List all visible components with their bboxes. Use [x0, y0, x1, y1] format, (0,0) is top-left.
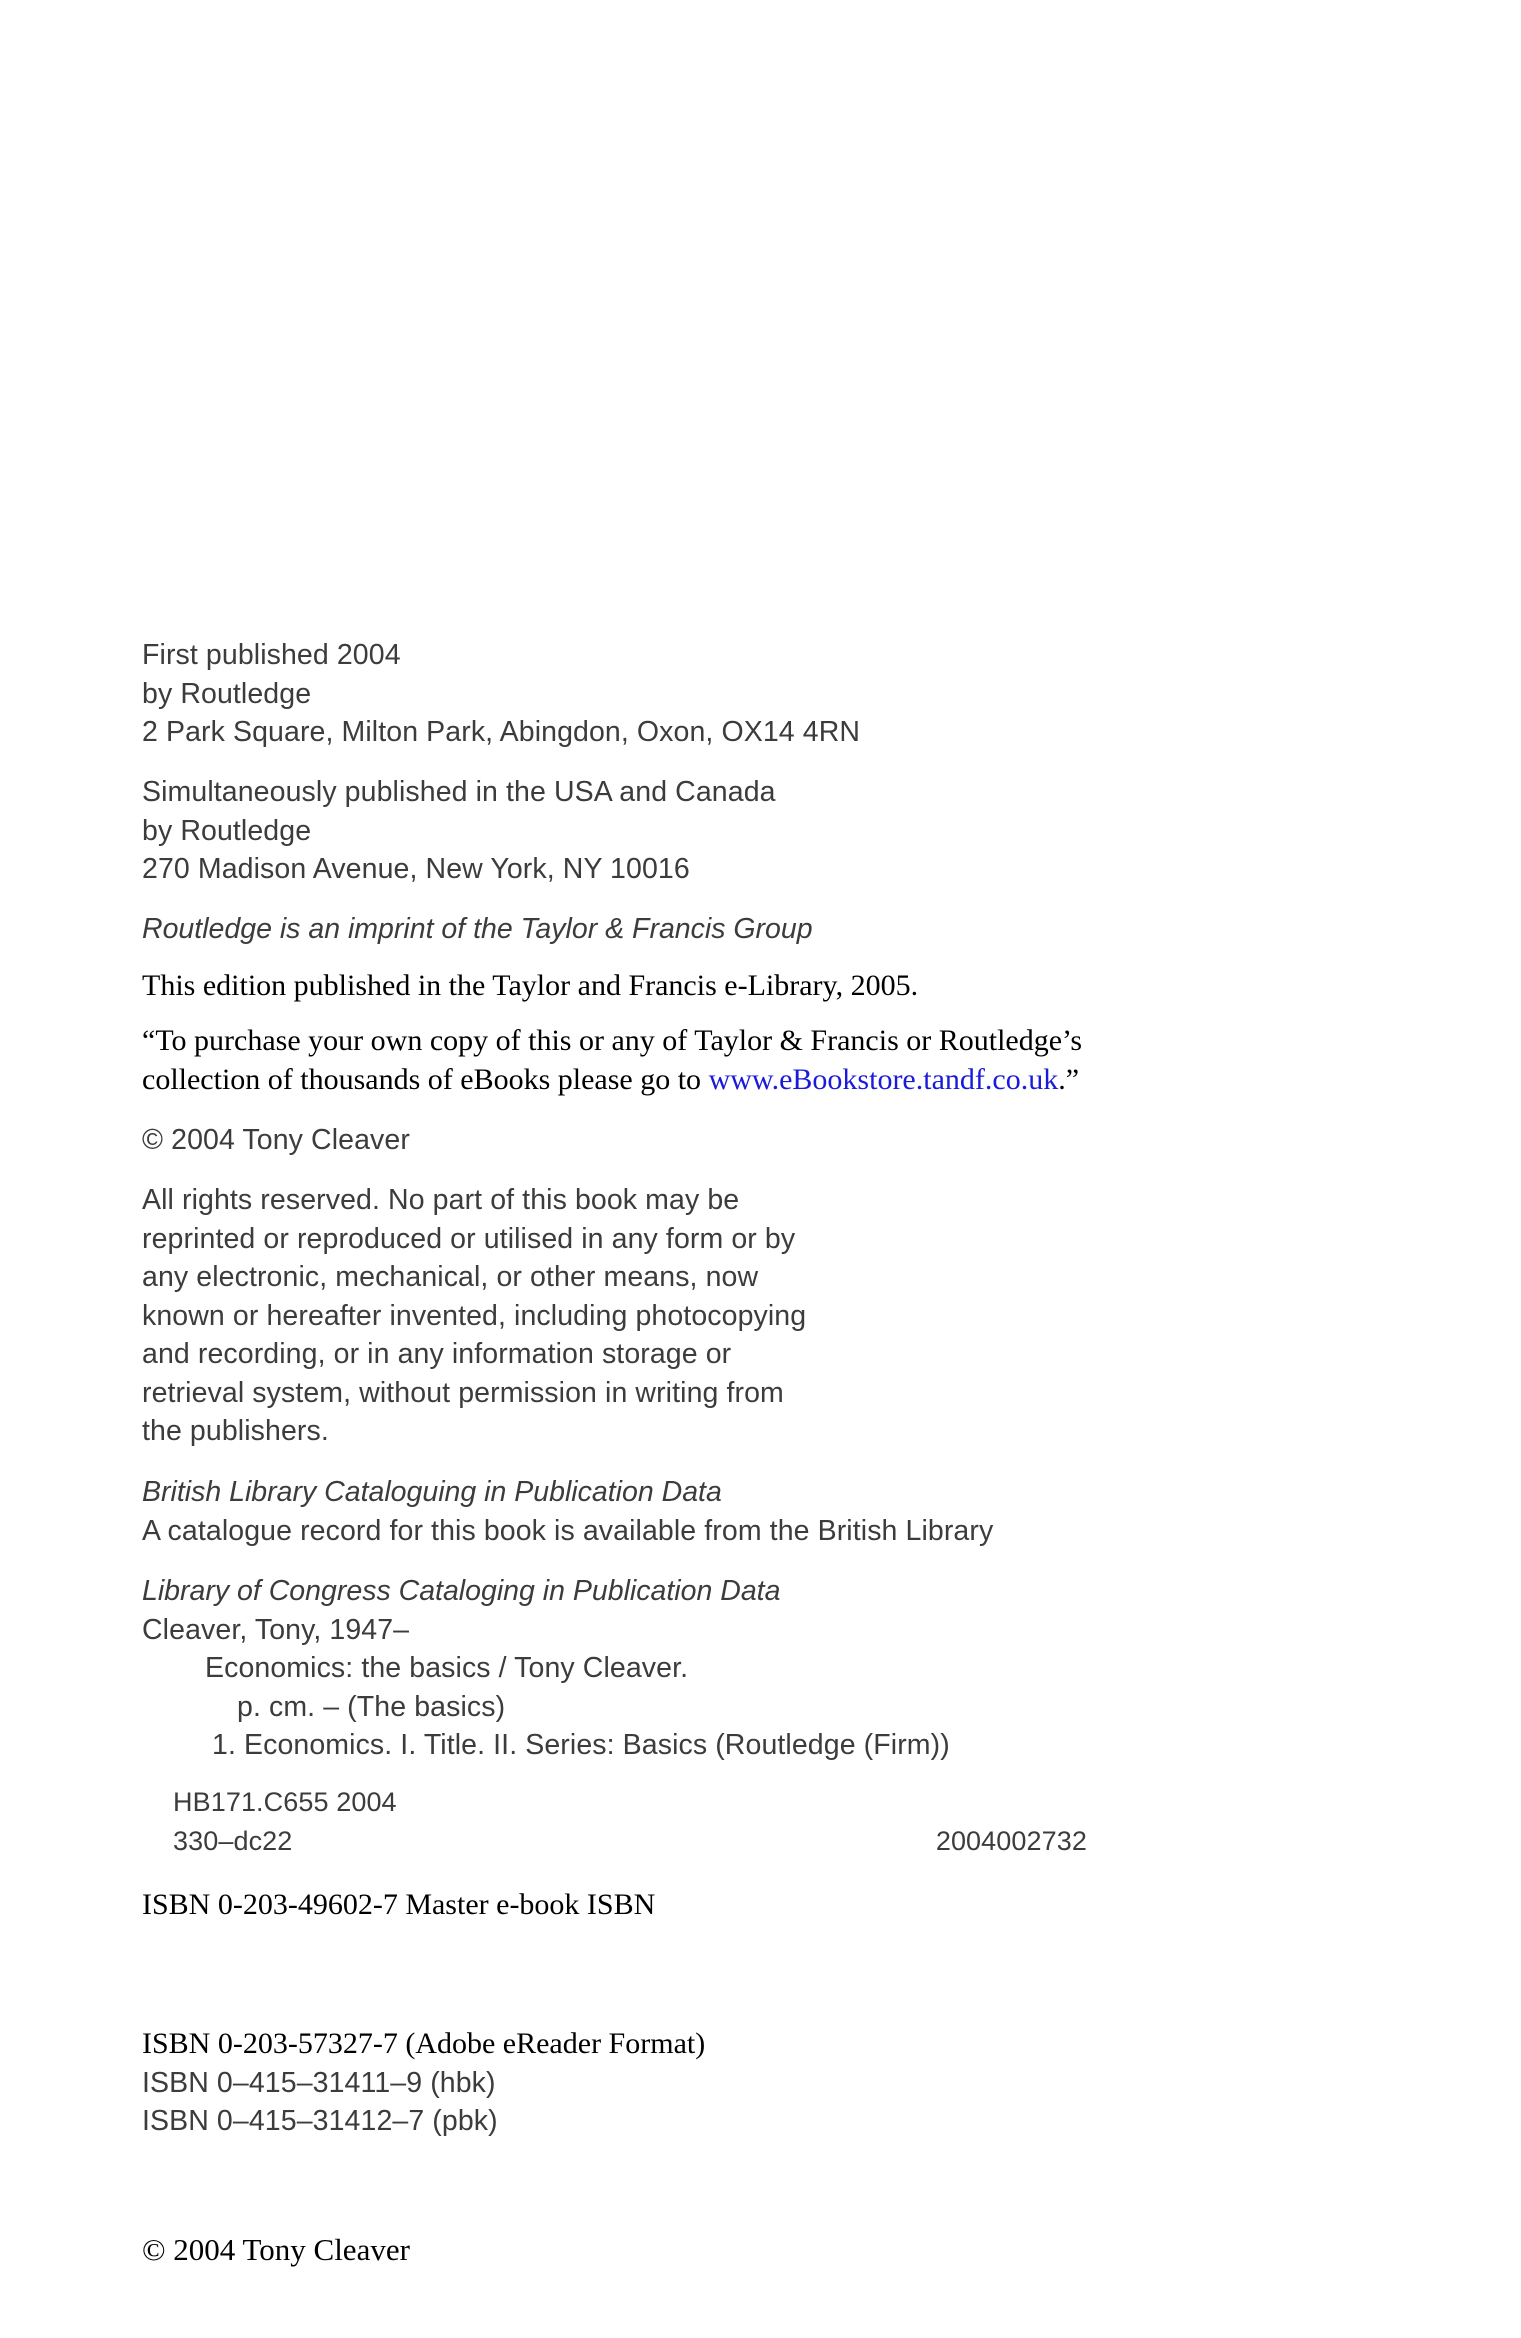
- first-published: First published 2004: [142, 639, 401, 671]
- us-publisher-block: [142, 773, 776, 889]
- rights-line: the publishers.: [142, 1415, 329, 1447]
- british-library-text: A catalogue record for this book is available from the British Library: [142, 1514, 994, 1547]
- uk-address: 2 Park Square, Milton Park, Abingdon, Oxon, OX14 4RN: [142, 716, 861, 748]
- rights-line: known or hereafter invented, including photocopying: [142, 1299, 807, 1332]
- purchase-block: [142, 1022, 1082, 1099]
- simultaneous-note: Simultaneously published in the USA and Canada: [142, 776, 776, 808]
- loc-lccn: 2004002732: [935, 1825, 1087, 1856]
- british-library-block: [142, 1473, 993, 1550]
- loc-pages: p. cm. – (The basics): [237, 1690, 506, 1723]
- purchase-line-2: [142, 1061, 1082, 1100]
- rights-block: [142, 1181, 806, 1451]
- purchase-line-1: “To purchase your own copy of this or any of Taylor & Francis or Routledge’s: [142, 1024, 1083, 1057]
- loc-dewey: 330–dc22: [173, 1825, 293, 1856]
- publisher-name: by Routledge: [142, 677, 312, 710]
- imprint-note: Routledge is an imprint of the Taylor & Francis Group: [142, 913, 813, 945]
- rights-line: any electronic, mechanical, or other means, now: [142, 1261, 759, 1293]
- british-library-heading: British Library Cataloguing in Publication Data: [142, 1476, 722, 1508]
- ebookstore-link[interactable]: www.eBookstore.tandf.co.uk: [708, 1062, 1059, 1096]
- imprint-note-block: [142, 910, 813, 949]
- rights-line: reprinted or reproduced or utilised in any form or by: [142, 1222, 796, 1255]
- isbn-master: ISBN 0-203-49602-7 Master e-book ISBN: [142, 1888, 656, 1921]
- loc-block: [142, 1572, 950, 1765]
- ebook-edition-block: [142, 967, 918, 1006]
- purchase-suffix: .”: [1058, 1062, 1080, 1096]
- footer-block: [142, 2231, 410, 2270]
- publisher-block: [142, 636, 860, 752]
- publisher-name-us: by Routledge: [142, 814, 312, 847]
- isbn-master-block: [142, 1886, 655, 1925]
- loc-title: Economics: the basics / Tony Cleaver.: [205, 1652, 689, 1684]
- footer-copyright: © 2004 Tony Cleaver: [142, 2232, 410, 2267]
- loc-classification: HB171.C655 2004: [173, 1787, 397, 1817]
- copyright-notice-block: [142, 1121, 410, 1160]
- purchase-prefix: collection of thousands of eBooks please go to: [142, 1062, 709, 1096]
- loc-classification-block: [173, 1783, 1087, 1860]
- rights-line: and recording, or in any information storage or: [142, 1338, 732, 1370]
- isbn-hbk: ISBN 0–415–31411–9 (hbk): [142, 2066, 496, 2099]
- loc-author: Cleaver, Tony, 1947–: [142, 1613, 410, 1646]
- rights-line: retrieval system, without permission in writing from: [142, 1376, 784, 1409]
- loc-subjects: 1. Economics. I. Title. II. Series: Basics (Routledge (Firm)): [212, 1729, 950, 1761]
- isbn-pbk: ISBN 0–415–31412–7 (pbk): [142, 2105, 498, 2137]
- edition-note: This edition published in the Taylor and Francis e-Library, 2005.: [142, 969, 919, 1002]
- rights-line: All rights reserved. No part of this book may be: [142, 1184, 740, 1216]
- us-address: 270 Madison Avenue, New York, NY 10016: [142, 853, 690, 885]
- isbn-adobe: ISBN 0-203-57327-7 (Adobe eReader Format): [142, 2027, 706, 2060]
- isbn-block: [142, 2025, 705, 2141]
- loc-dewey-row: [173, 1822, 1087, 1861]
- copyright-notice: © 2004 Tony Cleaver: [142, 1124, 410, 1156]
- loc-heading: Library of Congress Cataloging in Publication Data: [142, 1575, 781, 1607]
